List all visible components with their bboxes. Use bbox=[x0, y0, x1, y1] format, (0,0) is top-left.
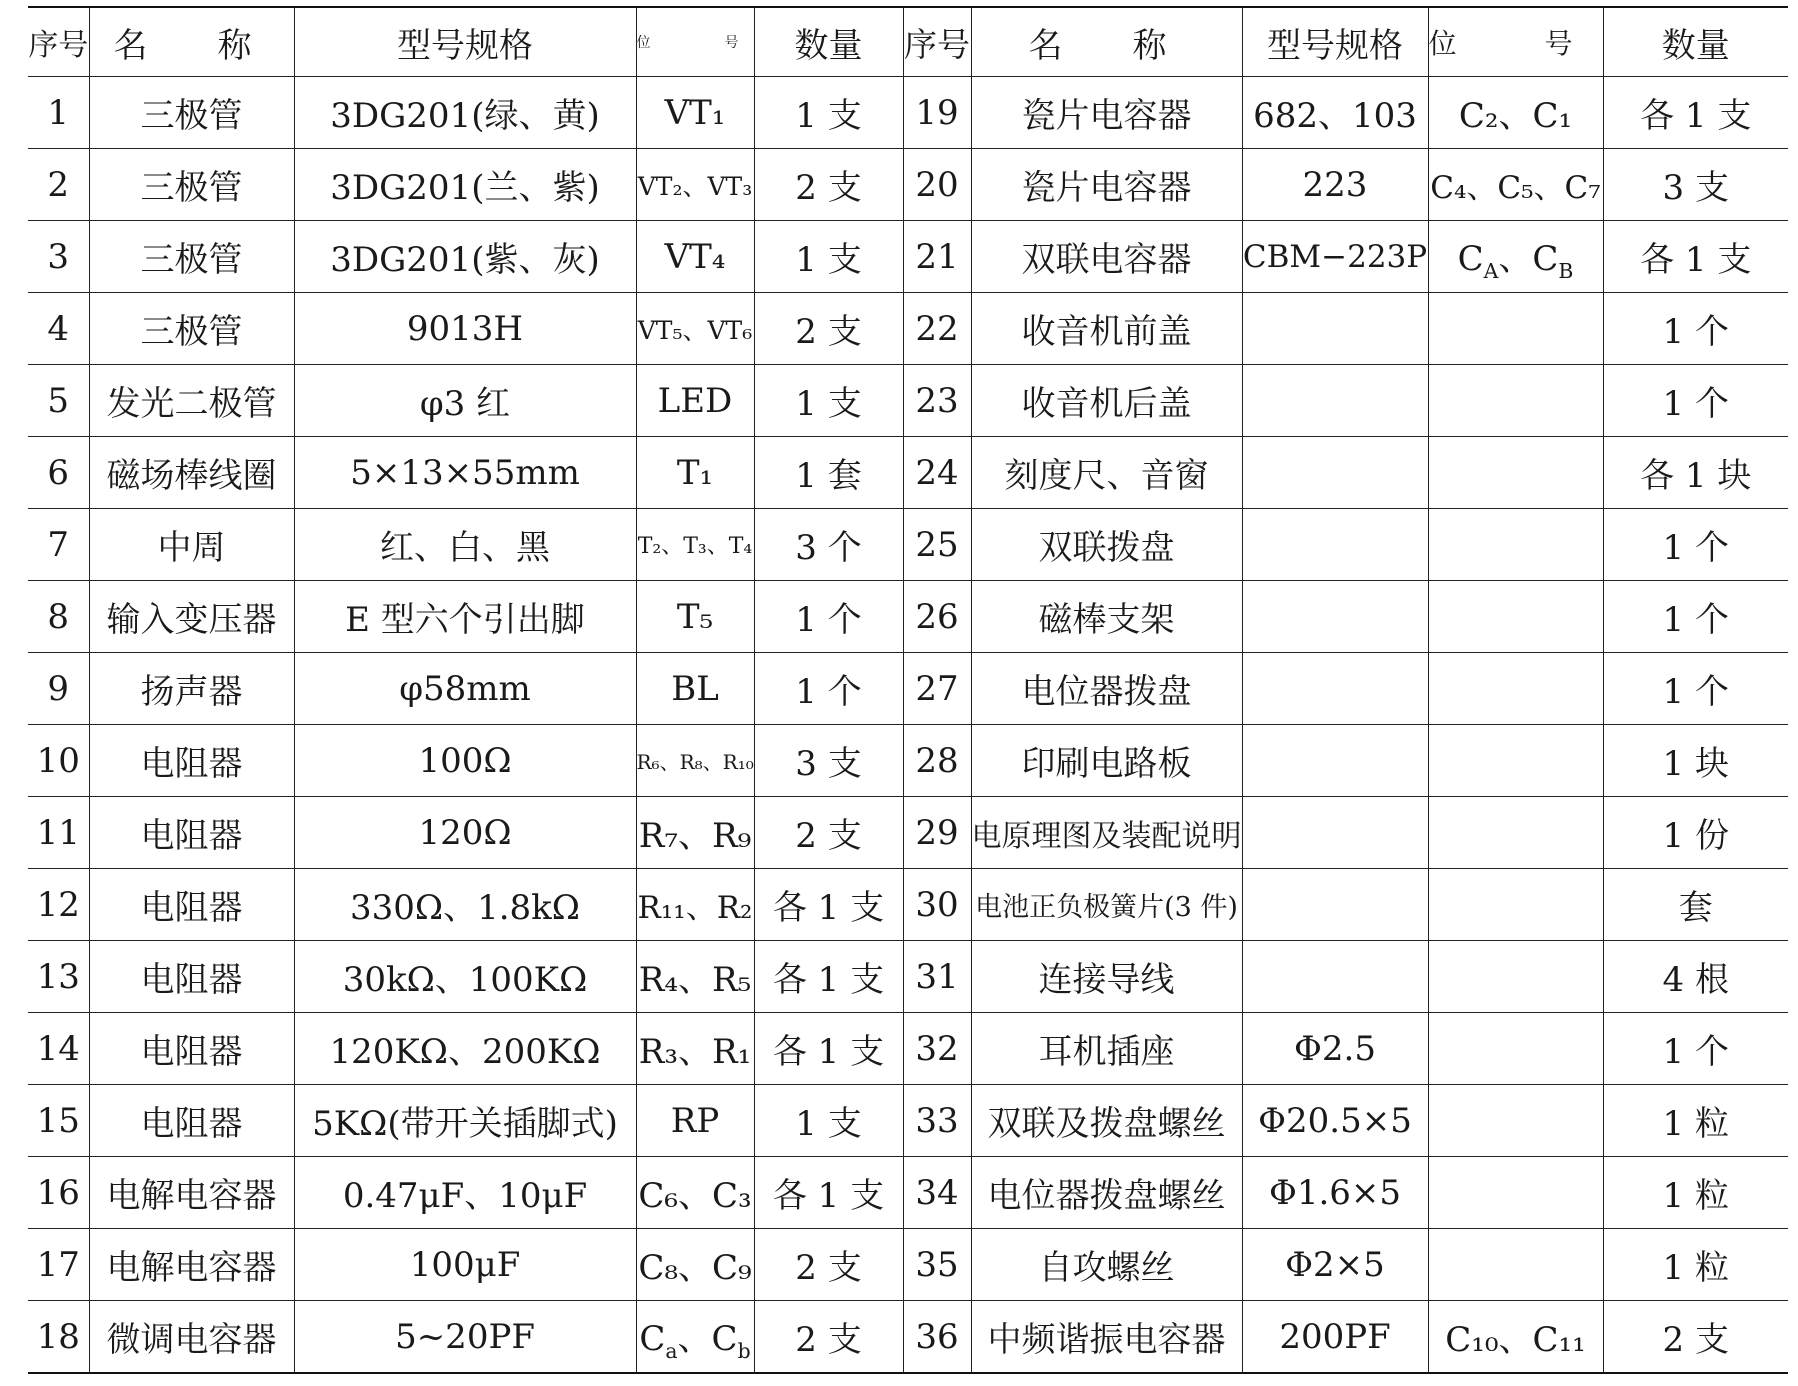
cell-seq-left: 3 bbox=[28, 221, 89, 293]
cell-name-right: 电位器拨盘 bbox=[971, 653, 1242, 725]
cell-seq-right: 30 bbox=[903, 869, 971, 941]
cell-spec-right: CBM−223P bbox=[1242, 221, 1428, 293]
cell-name-right: 瓷片电容器 bbox=[971, 77, 1242, 149]
cell-qty-left: 2 支 bbox=[754, 293, 903, 365]
cell-qty-right: 1 份 bbox=[1603, 797, 1788, 869]
cell-qty-left: 1 支 bbox=[754, 221, 903, 293]
cell-qty-right: 1 个 bbox=[1603, 653, 1788, 725]
cell-spec-left: 120KΩ、200KΩ bbox=[294, 1013, 636, 1085]
cell-qty-left: 各 1 支 bbox=[754, 1157, 903, 1229]
cell-name-left: 电解电容器 bbox=[89, 1157, 294, 1229]
cell-name-left: 电阻器 bbox=[89, 797, 294, 869]
cell-name-right: 电位器拨盘螺丝 bbox=[971, 1157, 1242, 1229]
header-position-right: 位 号 bbox=[1428, 7, 1603, 77]
cell-pos-right: C₄、C₅、C₇ bbox=[1428, 149, 1603, 221]
cell-pos-left: $C_a$、$C_b$ bbox=[636, 1301, 754, 1374]
cell-name-right: 电原理图及装配说明 bbox=[971, 797, 1242, 869]
cell-qty-left: 各 1 支 bbox=[754, 941, 903, 1013]
cell-qty-left: 2 支 bbox=[754, 1229, 903, 1301]
cell-qty-right: 套 bbox=[1603, 869, 1788, 941]
cell-seq-left: 4 bbox=[28, 293, 89, 365]
cell-spec-right bbox=[1242, 437, 1428, 509]
table-row bbox=[28, 1013, 1788, 1085]
table-row bbox=[28, 797, 1788, 869]
cell-spec-right bbox=[1242, 509, 1428, 581]
cell-spec-left: φ3 红 bbox=[294, 365, 636, 437]
header-quantity: 数量 bbox=[754, 7, 903, 77]
cell-spec-left: E 型六个引出脚 bbox=[294, 581, 636, 653]
cell-qty-right: 1 个 bbox=[1603, 1013, 1788, 1085]
cell-name-left: 微调电容器 bbox=[89, 1301, 294, 1374]
table-row bbox=[28, 77, 1788, 149]
cell-name-left: 扬声器 bbox=[89, 653, 294, 725]
cell-seq-right: 23 bbox=[903, 365, 971, 437]
cell-pos-right bbox=[1428, 509, 1603, 581]
cell-qty-left: 1 支 bbox=[754, 365, 903, 437]
cell-seq-left: 2 bbox=[28, 149, 89, 221]
cell-spec-left: 5KΩ(带开关插脚式) bbox=[294, 1085, 636, 1157]
cell-name-right: 收音机前盖 bbox=[971, 293, 1242, 365]
cell-qty-right: 各 1 支 bbox=[1603, 221, 1788, 293]
table-row bbox=[28, 1301, 1788, 1374]
cell-spec-right: 682、103 bbox=[1242, 77, 1428, 149]
table-row bbox=[28, 1229, 1788, 1301]
cell-pos-left: R₁₁、R₂ bbox=[636, 869, 754, 941]
cell-spec-right: 200PF bbox=[1242, 1301, 1428, 1374]
cell-qty-right: 1 粒 bbox=[1603, 1085, 1788, 1157]
cell-pos-left: R₄、R₅ bbox=[636, 941, 754, 1013]
cell-pos-left: RP bbox=[636, 1085, 754, 1157]
cell-name-left: 电阻器 bbox=[89, 869, 294, 941]
cell-spec-left: 5×13×55mm bbox=[294, 437, 636, 509]
cell-pos-right bbox=[1428, 365, 1603, 437]
table-row bbox=[28, 293, 1788, 365]
table-row bbox=[28, 941, 1788, 1013]
header-seq-right: 序号 bbox=[903, 7, 971, 77]
cell-spec-left: 9013H bbox=[294, 293, 636, 365]
cell-seq-left: 13 bbox=[28, 941, 89, 1013]
cell-qty-left: 1 支 bbox=[754, 1085, 903, 1157]
cell-seq-left: 18 bbox=[28, 1301, 89, 1374]
cell-name-left: 中周 bbox=[89, 509, 294, 581]
cell-qty-right: 2 支 bbox=[1603, 1301, 1788, 1374]
cell-seq-left: 11 bbox=[28, 797, 89, 869]
cell-spec-right bbox=[1242, 869, 1428, 941]
cell-qty-right: 1 粒 bbox=[1603, 1229, 1788, 1301]
cell-qty-left: 各 1 支 bbox=[754, 1013, 903, 1085]
cell-pos-right: C₁₀、C₁₁ bbox=[1428, 1301, 1603, 1374]
cell-name-right: 瓷片电容器 bbox=[971, 149, 1242, 221]
cell-pos-left: C₈、C₉ bbox=[636, 1229, 754, 1301]
cell-name-right: 双联及拨盘螺丝 bbox=[971, 1085, 1242, 1157]
cell-qty-right: 3 支 bbox=[1603, 149, 1788, 221]
table-row bbox=[28, 365, 1788, 437]
cell-name-right: 印刷电路板 bbox=[971, 725, 1242, 797]
cell-seq-right: 26 bbox=[903, 581, 971, 653]
cell-qty-right: 4 根 bbox=[1603, 941, 1788, 1013]
cell-spec-right: Φ2×5 bbox=[1242, 1229, 1428, 1301]
cell-pos-right bbox=[1428, 293, 1603, 365]
cell-spec-left: 30kΩ、100KΩ bbox=[294, 941, 636, 1013]
cell-seq-left: 9 bbox=[28, 653, 89, 725]
cell-pos-right bbox=[1428, 941, 1603, 1013]
cell-name-right: 电池正负极簧片(3 件) bbox=[971, 869, 1242, 941]
cell-pos-right bbox=[1428, 653, 1603, 725]
cell-qty-left: 1 个 bbox=[754, 581, 903, 653]
cell-spec-right bbox=[1242, 797, 1428, 869]
header-spec: 型号规格 bbox=[294, 7, 636, 77]
cell-pos-right bbox=[1428, 1229, 1603, 1301]
cell-pos-right bbox=[1428, 1085, 1603, 1157]
cell-qty-right: 1 个 bbox=[1603, 365, 1788, 437]
cell-pos-right bbox=[1428, 869, 1603, 941]
cell-pos-left: R₇、R₉ bbox=[636, 797, 754, 869]
table-body bbox=[28, 77, 1788, 1374]
cell-seq-right: 36 bbox=[903, 1301, 971, 1374]
header-seq: 序号 bbox=[28, 7, 89, 77]
cell-name-left: 三极管 bbox=[89, 221, 294, 293]
cell-pos-left: C₆、C₃ bbox=[636, 1157, 754, 1229]
cell-name-right: 中频谐振电容器 bbox=[971, 1301, 1242, 1374]
cell-qty-right: 1 个 bbox=[1603, 581, 1788, 653]
cell-name-right: 连接导线 bbox=[971, 941, 1242, 1013]
cell-name-right: 自攻螺丝 bbox=[971, 1229, 1242, 1301]
cell-pos-left: LED bbox=[636, 365, 754, 437]
cell-qty-right: 1 个 bbox=[1603, 293, 1788, 365]
cell-spec-right bbox=[1242, 653, 1428, 725]
cell-seq-right: 24 bbox=[903, 437, 971, 509]
cell-seq-left: 15 bbox=[28, 1085, 89, 1157]
cell-qty-left: 3 个 bbox=[754, 509, 903, 581]
cell-qty-right: 各 1 支 bbox=[1603, 77, 1788, 149]
cell-seq-left: 14 bbox=[28, 1013, 89, 1085]
table-row bbox=[28, 1085, 1788, 1157]
cell-pos-left: VT₁ bbox=[636, 77, 754, 149]
cell-spec-right: Φ20.5×5 bbox=[1242, 1085, 1428, 1157]
cell-seq-right: 34 bbox=[903, 1157, 971, 1229]
cell-seq-left: 12 bbox=[28, 869, 89, 941]
header-position: 位 号 bbox=[636, 7, 754, 77]
cell-name-right: 双联电容器 bbox=[971, 221, 1242, 293]
cell-pos-left: VT₅、VT₆ bbox=[636, 293, 754, 365]
table-row bbox=[28, 437, 1788, 509]
cell-pos-left: VT₂、VT₃ bbox=[636, 149, 754, 221]
cell-name-left: 电阻器 bbox=[89, 1013, 294, 1085]
cell-qty-right: 1 个 bbox=[1603, 509, 1788, 581]
cell-seq-right: 25 bbox=[903, 509, 971, 581]
cell-seq-right: 22 bbox=[903, 293, 971, 365]
cell-qty-left: 2 支 bbox=[754, 797, 903, 869]
cell-spec-left: 3DG201(兰、紫) bbox=[294, 149, 636, 221]
cell-pos-left: R₃、R₁ bbox=[636, 1013, 754, 1085]
cell-name-left: 输入变压器 bbox=[89, 581, 294, 653]
cell-pos-left: T₂、T₃、T₄ bbox=[636, 509, 754, 581]
cell-seq-right: 21 bbox=[903, 221, 971, 293]
cell-qty-left: 各 1 支 bbox=[754, 869, 903, 941]
cell-pos-left: R₆、R₈、R₁₀ bbox=[636, 725, 754, 797]
cell-name-left: 三极管 bbox=[89, 293, 294, 365]
table-row bbox=[28, 725, 1788, 797]
cell-spec-left: 3DG201(绿、黄) bbox=[294, 77, 636, 149]
table-row bbox=[28, 221, 1788, 293]
cell-pos-right bbox=[1428, 437, 1603, 509]
cell-seq-right: 20 bbox=[903, 149, 971, 221]
cell-qty-left: 2 支 bbox=[754, 149, 903, 221]
cell-seq-right: 19 bbox=[903, 77, 971, 149]
cell-seq-left: 8 bbox=[28, 581, 89, 653]
cell-spec-left: 120Ω bbox=[294, 797, 636, 869]
cell-seq-right: 28 bbox=[903, 725, 971, 797]
cell-seq-left: 17 bbox=[28, 1229, 89, 1301]
table-row bbox=[28, 509, 1788, 581]
cell-pos-right: $C_A$、$C_B$ bbox=[1428, 221, 1603, 293]
cell-name-right: 耳机插座 bbox=[971, 1013, 1242, 1085]
table-row bbox=[28, 1157, 1788, 1229]
header-name: 名 称 bbox=[89, 7, 294, 77]
cell-spec-left: 红、白、黑 bbox=[294, 509, 636, 581]
cell-spec-right: 223 bbox=[1242, 149, 1428, 221]
parts-list-table bbox=[28, 6, 1788, 1374]
cell-qty-left: 1 个 bbox=[754, 653, 903, 725]
cell-pos-right bbox=[1428, 1157, 1603, 1229]
cell-qty-right: 各 1 块 bbox=[1603, 437, 1788, 509]
cell-spec-left: φ58mm bbox=[294, 653, 636, 725]
cell-pos-right bbox=[1428, 725, 1603, 797]
cell-name-left: 电阻器 bbox=[89, 941, 294, 1013]
cell-spec-left: 100Ω bbox=[294, 725, 636, 797]
cell-spec-right bbox=[1242, 941, 1428, 1013]
header-spec-right: 型号规格 bbox=[1242, 7, 1428, 77]
cell-name-right: 刻度尺、音窗 bbox=[971, 437, 1242, 509]
cell-name-left: 磁场棒线圈 bbox=[89, 437, 294, 509]
cell-spec-right bbox=[1242, 725, 1428, 797]
cell-qty-left: 2 支 bbox=[754, 1301, 903, 1374]
cell-seq-left: 5 bbox=[28, 365, 89, 437]
cell-spec-right bbox=[1242, 581, 1428, 653]
header-quantity-right: 数量 bbox=[1603, 7, 1788, 77]
table-row bbox=[28, 581, 1788, 653]
cell-name-right: 磁棒支架 bbox=[971, 581, 1242, 653]
cell-seq-left: 10 bbox=[28, 725, 89, 797]
cell-spec-left: 0.47μF、10μF bbox=[294, 1157, 636, 1229]
cell-name-left: 三极管 bbox=[89, 77, 294, 149]
cell-name-left: 发光二极管 bbox=[89, 365, 294, 437]
cell-qty-right: 1 粒 bbox=[1603, 1157, 1788, 1229]
cell-spec-left: 330Ω、1.8kΩ bbox=[294, 869, 636, 941]
cell-spec-left: 3DG201(紫、灰) bbox=[294, 221, 636, 293]
cell-spec-right bbox=[1242, 293, 1428, 365]
cell-spec-left: 100μF bbox=[294, 1229, 636, 1301]
cell-seq-right: 31 bbox=[903, 941, 971, 1013]
cell-name-right: 双联拨盘 bbox=[971, 509, 1242, 581]
cell-spec-left: 5~20PF bbox=[294, 1301, 636, 1374]
cell-spec-right: Φ1.6×5 bbox=[1242, 1157, 1428, 1229]
cell-seq-left: 7 bbox=[28, 509, 89, 581]
cell-spec-right bbox=[1242, 365, 1428, 437]
cell-name-right: 收音机后盖 bbox=[971, 365, 1242, 437]
table-row bbox=[28, 869, 1788, 941]
cell-name-left: 电阻器 bbox=[89, 725, 294, 797]
cell-name-left: 电阻器 bbox=[89, 1085, 294, 1157]
cell-qty-left: 1 套 bbox=[754, 437, 903, 509]
cell-seq-left: 16 bbox=[28, 1157, 89, 1229]
cell-pos-right bbox=[1428, 797, 1603, 869]
cell-seq-left: 1 bbox=[28, 77, 89, 149]
cell-seq-right: 35 bbox=[903, 1229, 971, 1301]
cell-qty-left: 3 支 bbox=[754, 725, 903, 797]
cell-pos-right: C₂、C₁ bbox=[1428, 77, 1603, 149]
cell-name-left: 三极管 bbox=[89, 149, 294, 221]
table-row bbox=[28, 149, 1788, 221]
table-row bbox=[28, 653, 1788, 725]
cell-pos-left: VT₄ bbox=[636, 221, 754, 293]
cell-seq-left: 6 bbox=[28, 437, 89, 509]
cell-seq-right: 32 bbox=[903, 1013, 971, 1085]
cell-pos-right bbox=[1428, 581, 1603, 653]
cell-seq-right: 29 bbox=[903, 797, 971, 869]
cell-seq-right: 27 bbox=[903, 653, 971, 725]
cell-name-left: 电解电容器 bbox=[89, 1229, 294, 1301]
cell-seq-right: 33 bbox=[903, 1085, 971, 1157]
cell-qty-left: 1 支 bbox=[754, 77, 903, 149]
header-name-right: 名 称 bbox=[971, 7, 1242, 77]
cell-pos-left: BL bbox=[636, 653, 754, 725]
cell-spec-right: Φ2.5 bbox=[1242, 1013, 1428, 1085]
cell-pos-right bbox=[1428, 1013, 1603, 1085]
cell-pos-left: T₁ bbox=[636, 437, 754, 509]
header-row bbox=[28, 7, 1788, 77]
cell-pos-left: T₅ bbox=[636, 581, 754, 653]
cell-qty-right: 1 块 bbox=[1603, 725, 1788, 797]
